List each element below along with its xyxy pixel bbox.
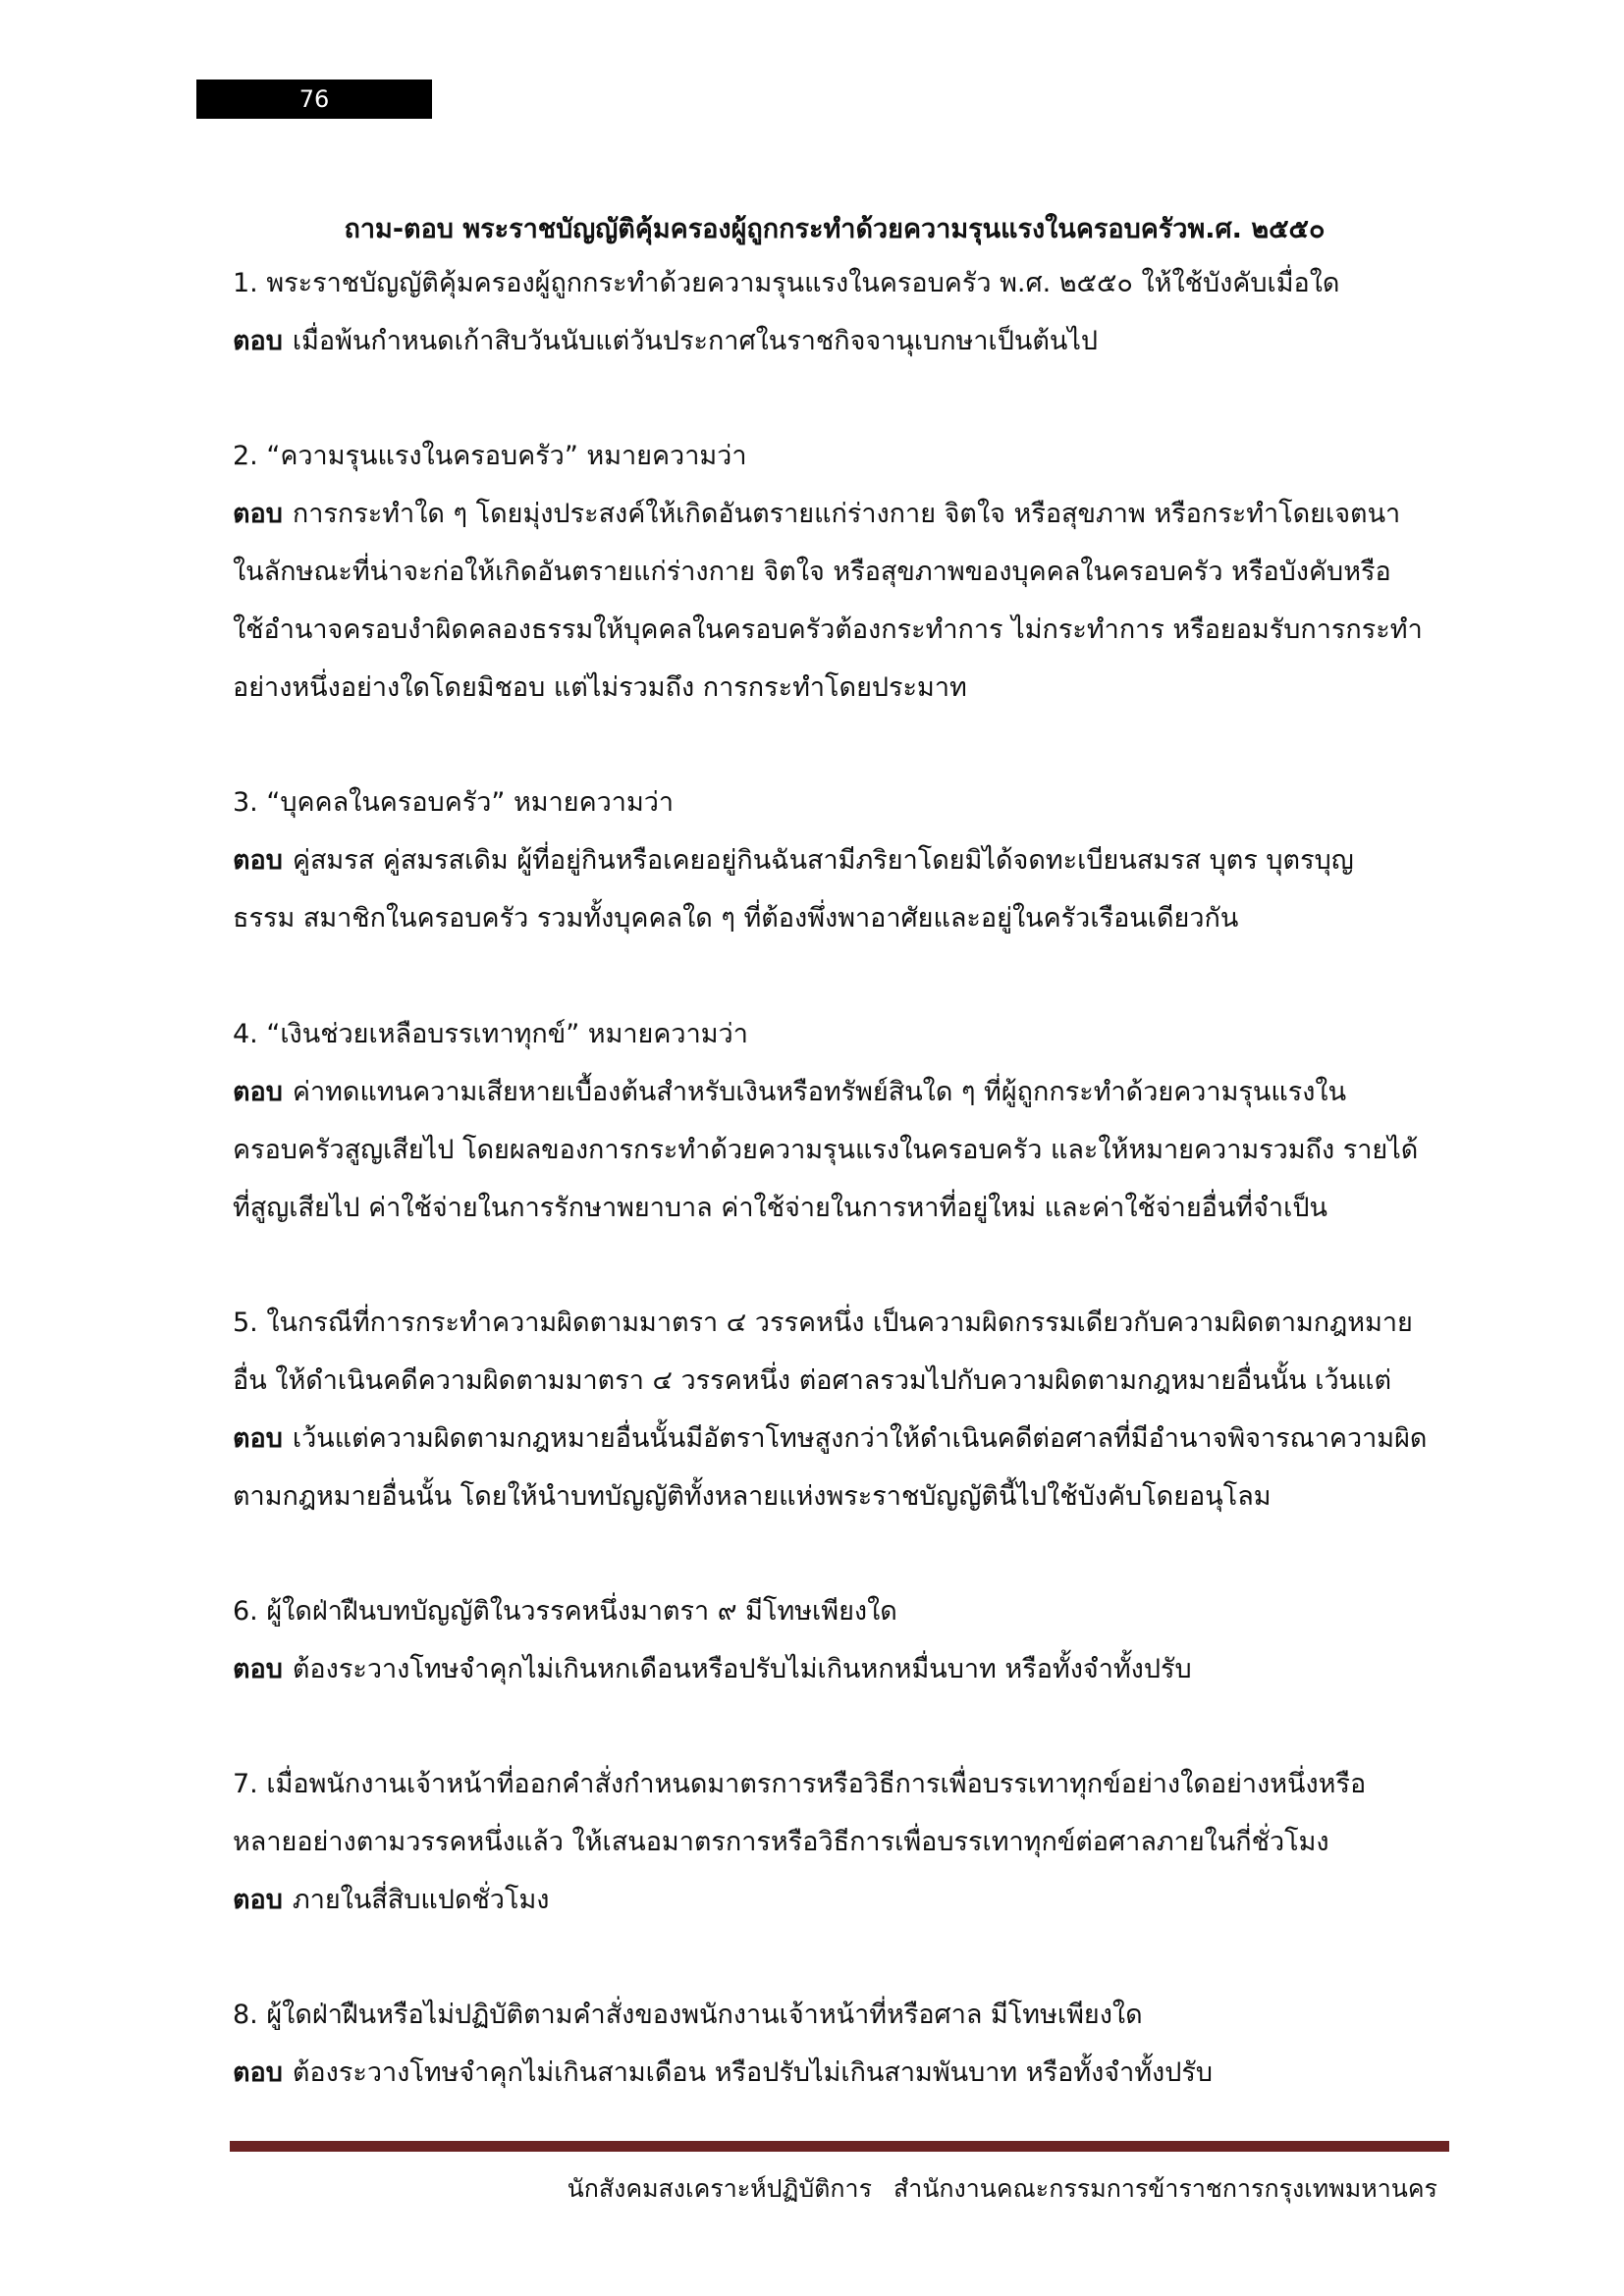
document-title: ถาม-ตอบ พระราชบัญญัติคุ้มครองผู้ถูกกระทำด้วยความรุนแรงในครอบครัวพ.ศ. ๒๕๕๐ <box>344 214 1326 244</box>
qa-item-8 <box>233 1986 1450 2102</box>
answer-line: อย่างหนึ่งอย่างใดโดยมิชอบ แต่ไม่รวมถึง การกระทำโดยประมาท <box>233 672 967 703</box>
question-line: 6. ผู้ใดฝ่าฝืนบทบัญญัติในวรรคหนึ่งมาตรา ๙ มีโทษเพียงใด <box>233 1596 897 1627</box>
answer-text: เว้นแต่ความผิดตามกฎหมายอื่นนั้นมีอัตราโทษสูงกว่าให้ดำเนินคดีต่อศาลที่มีอำนาจพิจารณาความผิด <box>292 1423 1428 1454</box>
answer-label: ตอบ <box>233 1077 283 1107</box>
answer-line: ที่สูญเสียไป ค่าใช้จ่ายในการรักษาพยาบาล ค่าใช้จ่ายในการหาที่อยู่ใหม่ และค่าใช้จ่ายอื่นที่จำเป็น <box>233 1193 1327 1223</box>
question-line: 3. “บุคคลในครอบครัว” หมายความว่า <box>233 787 675 818</box>
question-line: 8. ผู้ใดฝ่าฝืนหรือไม่ปฏิบัติตามคำสั่งของพนักงานเจ้าหน้าที่หรือศาล มีโทษเพียงใด <box>233 2000 1143 2030</box>
answer-text: การกระทำใด ๆ โดยมุ่งประสงค์ให้เกิดอันตรายแก่ร่างกาย จิตใจ หรือสุขภาพ หรือกระทำโดยเจตนา <box>292 499 1401 529</box>
answer-line: ธรรม สมาชิกในครอบครัว รวมทั้งบุคคลใด ๆ ที่ต้องพึ่งพาอาศัยและอยู่ในครัวเรือนเดียวกัน <box>233 903 1239 934</box>
qa-item-4 <box>233 1005 1450 1237</box>
answer-line: ในลักษณะที่น่าจะก่อให้เกิดอันตรายแก่ร่างกาย จิตใจ หรือสุขภาพของบุคคลในครอบครัว หรือบังคับหรือ <box>233 557 1391 587</box>
answer-line <box>233 1063 1450 1121</box>
page-number: 76 <box>196 80 432 119</box>
answer-line: ตามกฎหมายอื่นนั้น โดยให้นำบทบัญญัติทั้งหลายแห่งพระราชบัญญัตินี้ไปใช้บังคับโดยอนุโลม <box>233 1481 1272 1512</box>
answer-label: ตอบ <box>233 2057 283 2088</box>
answer-line <box>233 485 1450 543</box>
question-line: 4. “เงินช่วยเหลือบรรเทาทุกข์” หมายความว่า <box>233 1019 748 1049</box>
answer-label: ตอบ <box>233 326 283 356</box>
answer-line <box>233 831 1450 889</box>
answer-line <box>233 1410 1450 1468</box>
question-line: อื่น ให้ดำเนินคดีความผิดตามมาตรา ๔ วรรคหนึ่ง ต่อศาลรวมไปกับความผิดตามกฎหมายอื่นนั้น เว้นแต่ <box>233 1365 1391 1396</box>
answer-label: ตอบ <box>233 1423 283 1454</box>
answer-label: ตอบ <box>233 845 283 876</box>
answer-line: ครอบครัวสูญเสียไป โดยผลของการกระทำด้วยความรุนแรงในครอบครัว และให้หมายความรวมถึง รายได้ <box>233 1135 1419 1165</box>
qa-item-7 <box>233 1755 1450 1929</box>
footer <box>568 2169 1437 2209</box>
footer-divider <box>230 2141 1449 2152</box>
qa-item-2 <box>233 427 1450 717</box>
question-line: 2. “ความรุนแรงในครอบครัว” หมายความว่า <box>233 441 747 471</box>
qa-item-1 <box>233 254 1450 370</box>
qa-item-5 <box>233 1294 1450 1525</box>
answer-text: เมื่อพ้นกำหนดเก้าสิบวันนับแต่วันประกาศในราชกิจจานุเบกษาเป็นต้นไป <box>292 326 1099 356</box>
answer-text: ค่าทดแทนความเสียหายเบื้องต้นสำหรับเงินหรือทรัพย์สินใด ๆ ที่ผู้ถูกกระทำด้วยความรุนแรงใน <box>292 1077 1347 1107</box>
answer-text: ต้องระวางโทษจำคุกไม่เกินหกเดือนหรือปรับไม่เกินหกหมื่นบาท หรือทั้งจำทั้งปรับ <box>292 1654 1192 1684</box>
answer-line <box>233 1871 1450 1929</box>
answer-label: ตอบ <box>233 1885 283 1915</box>
answer-line <box>233 2044 1450 2102</box>
answer-line <box>233 312 1450 370</box>
question-line: หลายอย่างตามวรรคหนึ่งแล้ว ให้เสนอมาตรการหรือวิธีการเพื่อบรรเทาทุกข์ต่อศาลภายในกี่ชั่วโมง <box>233 1827 1329 1857</box>
answer-text: ภายในสี่สิบแปดชั่วโมง <box>292 1885 550 1915</box>
answer-text: ต้องระวางโทษจำคุกไม่เกินสามเดือน หรือปรับไม่เกินสามพันบาท หรือทั้งจำทั้งปรับ <box>292 2057 1214 2088</box>
footer-office: สำนักงานคณะกรรมการข้าราชการกรุงเทพมหานคร <box>893 2174 1437 2203</box>
qa-item-3 <box>233 774 1450 947</box>
question-line: 7. เมื่อพนักงานเจ้าหน้าที่ออกคำสั่งกำหนดมาตรการหรือวิธีการเพื่อบรรเทาทุกข์อย่างใดอย่างหนึ่งหรือ <box>233 1769 1367 1799</box>
question-line: 1. พระราชบัญญัติคุ้มครองผู้ถูกกระทำด้วยความรุนแรงในครอบครัว พ.ศ. ๒๕๕๐ ให้ใช้บังคับเมื่อใด <box>233 268 1340 298</box>
answer-label: ตอบ <box>233 1654 283 1684</box>
answer-line: ใช้อำนาจครอบงำผิดคลองธรรมให้บุคคลในครอบครัวต้องกระทำการ ไม่กระทำการ หรือยอมรับการกระทำ <box>233 614 1423 645</box>
answer-label: ตอบ <box>233 499 283 529</box>
question-line: 5. ในกรณีที่การกระทำความผิดตามมาตรา ๔ วรรคหนึ่ง เป็นความผิดกรรมเดียวกับความผิดตามกฎหมาย <box>233 1308 1413 1338</box>
footer-position: นักสังคมสงเคราะห์ปฏิบัติการ <box>567 2174 873 2203</box>
answer-line <box>233 1640 1450 1698</box>
answer-text: คู่สมรส คู่สมรสเดิม ผู้ที่อยู่กินหรือเคยอยู่กินฉันสามีภริยาโดยมิได้จดทะเบียนสมรส บุตร บุตรบุญ <box>292 845 1354 876</box>
qa-item-6 <box>233 1582 1450 1698</box>
